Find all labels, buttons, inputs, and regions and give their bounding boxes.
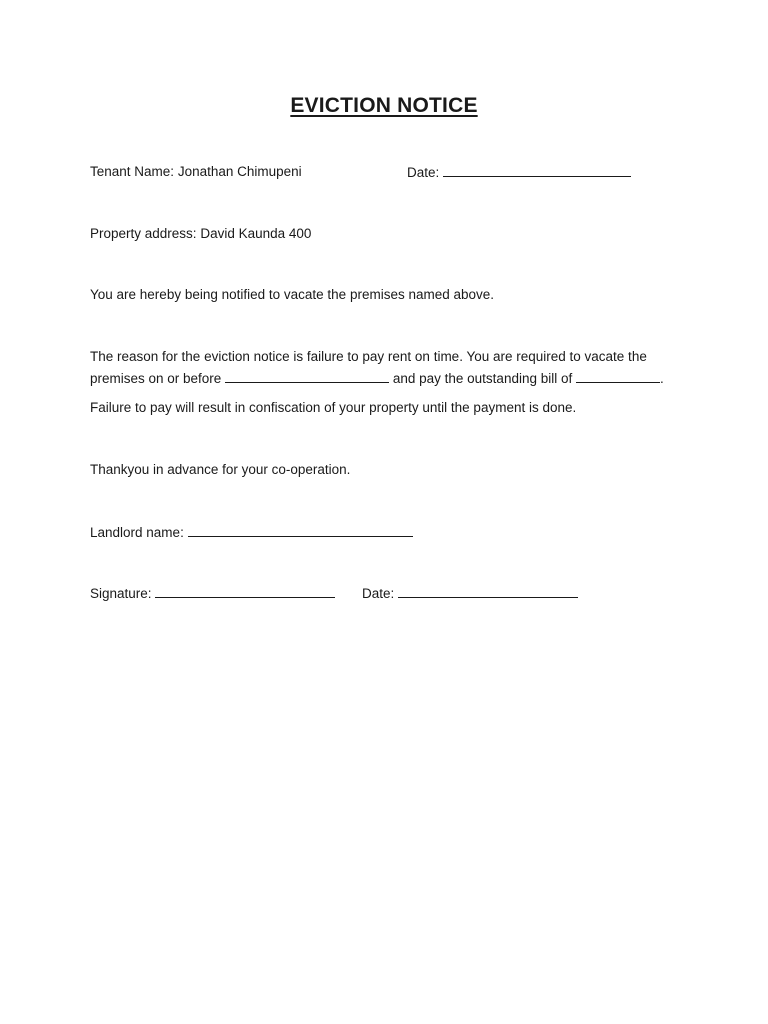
outstanding-bill-label: and pay the outstanding bill of [392, 371, 573, 386]
date-top-label: Date: [407, 165, 440, 180]
property-address-label: Property address: [90, 226, 197, 241]
thanks-paragraph: Thankyou in advance for your co-operation. [90, 462, 351, 477]
date-bottom-line [362, 584, 578, 603]
signature-label: Signature: [90, 586, 152, 601]
tenant-name-value: Jonathan Chimupeni [177, 164, 302, 179]
signature-blank [155, 584, 335, 598]
notified-paragraph: You are hereby being notified to vacate the premises named above. [90, 287, 495, 302]
failure-paragraph: Failure to pay will result in confiscation of your property until the payment is done. [90, 400, 577, 415]
date-top-blank [443, 163, 631, 177]
vacate-date-blank [225, 369, 389, 383]
document-title: EVICTION NOTICE [290, 94, 478, 117]
outstanding-bill-blank [576, 369, 660, 383]
date-bottom-blank [398, 584, 578, 598]
property-address-value: David Kaunda 400 [200, 226, 312, 241]
reason-paragraph-line-1: The reason for the eviction notice is failure to pay rent on time. You are required to vacate the [90, 349, 647, 364]
date-top-line [407, 163, 631, 182]
date-bottom-label: Date: [362, 586, 395, 601]
landlord-name-line [90, 523, 413, 542]
tenant-name-label: Tenant Name: [90, 164, 175, 179]
reason-period: . [660, 371, 664, 386]
signature-line [90, 584, 335, 603]
reason-paragraph-line-2 [90, 369, 664, 388]
tenant-name-line [90, 163, 302, 181]
landlord-name-blank [188, 523, 413, 537]
property-address-line [90, 225, 311, 243]
reason-before-label: premises on or before [90, 371, 222, 386]
landlord-name-label: Landlord name: [90, 525, 184, 540]
